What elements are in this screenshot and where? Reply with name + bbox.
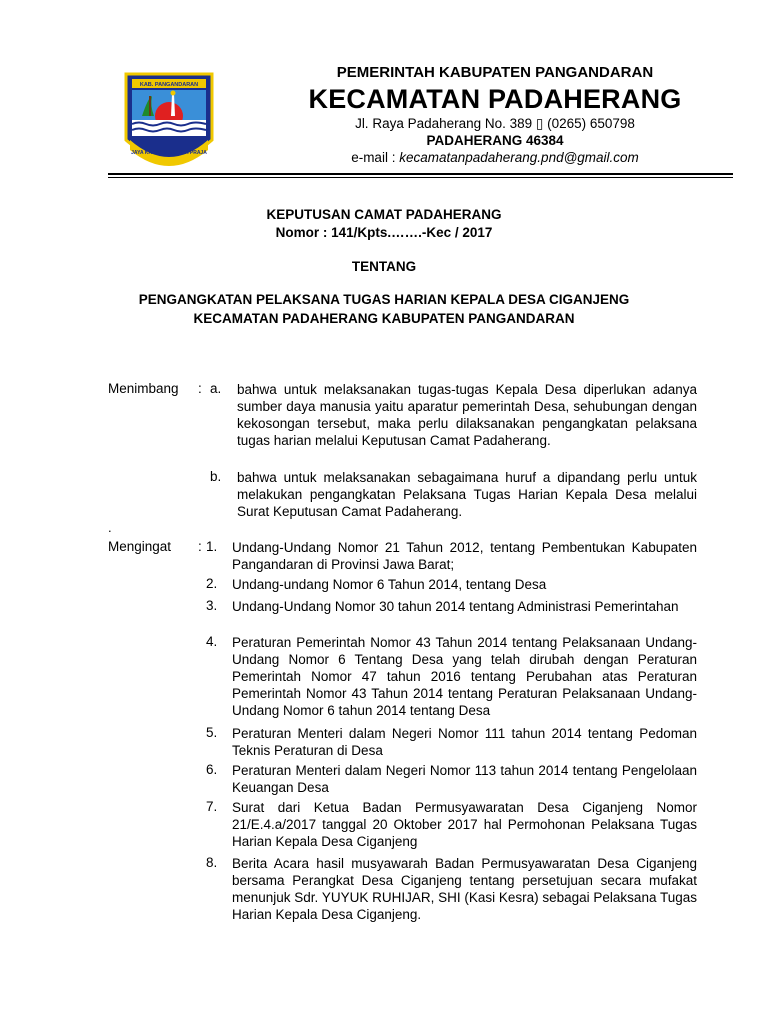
mengingat-item-4: Peraturan Pemerintah Nomor 43 Tahun 2014 tentang Pelaksanaan Undang-Undang Nomor 6 Tentang Desa yang telah dirubah dengan Peraturan Pemerintah Nomor 47 tahun 2016 tentang Perubahan atas Peraturan Pemerintah Nomor 43 Tahun 2014 tentang Peraturan Pelaksanaan Undang-Undang Nomor 6 tahun 2014 tentang Desa — [232, 635, 697, 718]
mengingat-marker-7: 7. — [206, 799, 218, 814]
postal-line: PADAHERANG 46384 — [426, 133, 564, 148]
email-line — [250, 150, 740, 165]
menimbang-item-b: bahwa untuk melaksanakan sebagaimana huruf a dipandang perlu untuk melakukan pengangkatan Pelaksana Tugas Harian Kepala Desa melalui Surat Keputusan Camat Padaherang. — [237, 470, 697, 519]
mengingat-marker-6: 6. — [206, 762, 218, 777]
mengingat-item-1: Undang-Undang Nomor 21 Tahun 2012, tentang Pembentukan Kabupaten Pangandaran di Provinsi Jawa Barat; — [232, 540, 697, 572]
header-rule-thin — [108, 177, 733, 178]
about-heading: TENTANG — [351, 259, 417, 274]
subject-line-2: KECAMATAN PADAHERANG KABUPATEN PANGANDARAN — [193, 311, 575, 326]
mengingat-item-8: Berita Acara hasil musyawarah Badan Permusyawaratan Desa Ciganjeng bersama Perangkat Desa Ciganjeng tentang persetujuan secara mufakat menunjuk Sdr. YUYUK RUHIJAR, SHI (Kasi Kesra) sebagai Pelaksana Tugas Harian Kepala Desa Ciganjeng. — [232, 856, 697, 922]
address-line: Jl. Raya Padaherang No. 389 ▯ (0265) 650798 — [355, 116, 635, 131]
menimbang-item-a: bahwa untuk melaksanakan tugas-tugas Kepala Desa diperlukan adanya sumber daya manusia yaitu aparatur pemerintah Desa, sehubungan dengan kekosongan tersebut, maka perlu dilaksanakan pengangkatan pelaksana tugas harian melalui Keputusan Camat Padaherang. — [237, 382, 697, 448]
menimbang-label: Menimbang — [108, 381, 179, 396]
mengingat-marker-4: 4. — [206, 634, 218, 649]
mengingat-marker-8: 8. — [206, 855, 218, 870]
svg-text:JAYA KARSA MAKARYA PRAJA: JAYA KARSA MAKARYA PRAJA — [131, 150, 207, 156]
menimbang-marker-a: a. — [210, 381, 222, 396]
mengingat-marker-3: 3. — [206, 598, 218, 613]
menimbang-colon: : — [198, 381, 202, 396]
subject-line-1: PENGANGKATAN PELAKSANA TUGAS HARIAN KEPALA DESA CIGANJENG — [138, 292, 630, 307]
mengingat-item-6: Peraturan Menteri dalam Negeri Nomor 113 tahun 2014 tentang Pengelolaan Keuangan Desa — [232, 763, 697, 795]
mengingat-item-3: Undang-Undang Nomor 30 tahun 2014 tentang Administrasi Pemerintahan — [232, 599, 679, 614]
mengingat-colon: : — [198, 539, 202, 554]
mengingat-marker-2: 2. — [206, 576, 218, 591]
email-address: kecamatanpadaherang.pnd@gmail.com — [399, 150, 639, 165]
pangandaran-regency-emblem — [122, 70, 216, 172]
decree-title: KEPUTUSAN CAMAT PADAHERANG — [266, 207, 502, 222]
mengingat-label: Mengingat — [108, 539, 172, 554]
mengingat-item-5: Peraturan Menteri dalam Negeri Nomor 111 tahun 2014 tentang Pedoman Teknis Peraturan di Desa — [232, 726, 697, 758]
mengingat-item-7: Surat dari Ketua Badan Permusyawaratan Desa Ciganjeng Nomor 21/E.4.a/2017 tanggal 20 Oktober 2017 hal Permohonan Pelaksana Tugas Harian Kepala Desa Ciganjeng — [232, 800, 697, 849]
email-label: e-mail : — [351, 150, 400, 165]
menimbang-marker-b: b. — [210, 469, 222, 484]
mengingat-item-2: Undang-undang Nomor 6 Tahun 2014, tentang Desa — [232, 577, 547, 592]
government-name: PEMERINTAH KABUPATEN PANGANDARAN — [336, 64, 654, 81]
decree-number: Nomor : 141/Kpts.…….-Kec / 2017 — [275, 225, 493, 240]
mengingat-marker-5: 5. — [206, 725, 218, 740]
separator-dot: . — [108, 520, 112, 535]
header-rule-thick — [108, 173, 733, 175]
svg-text:KAB. PANGANDARAN: KAB. PANGANDARAN — [139, 82, 199, 88]
district-name: KECAMATAN PADAHERANG — [308, 84, 682, 114]
mengingat-marker-1: 1. — [206, 539, 218, 554]
